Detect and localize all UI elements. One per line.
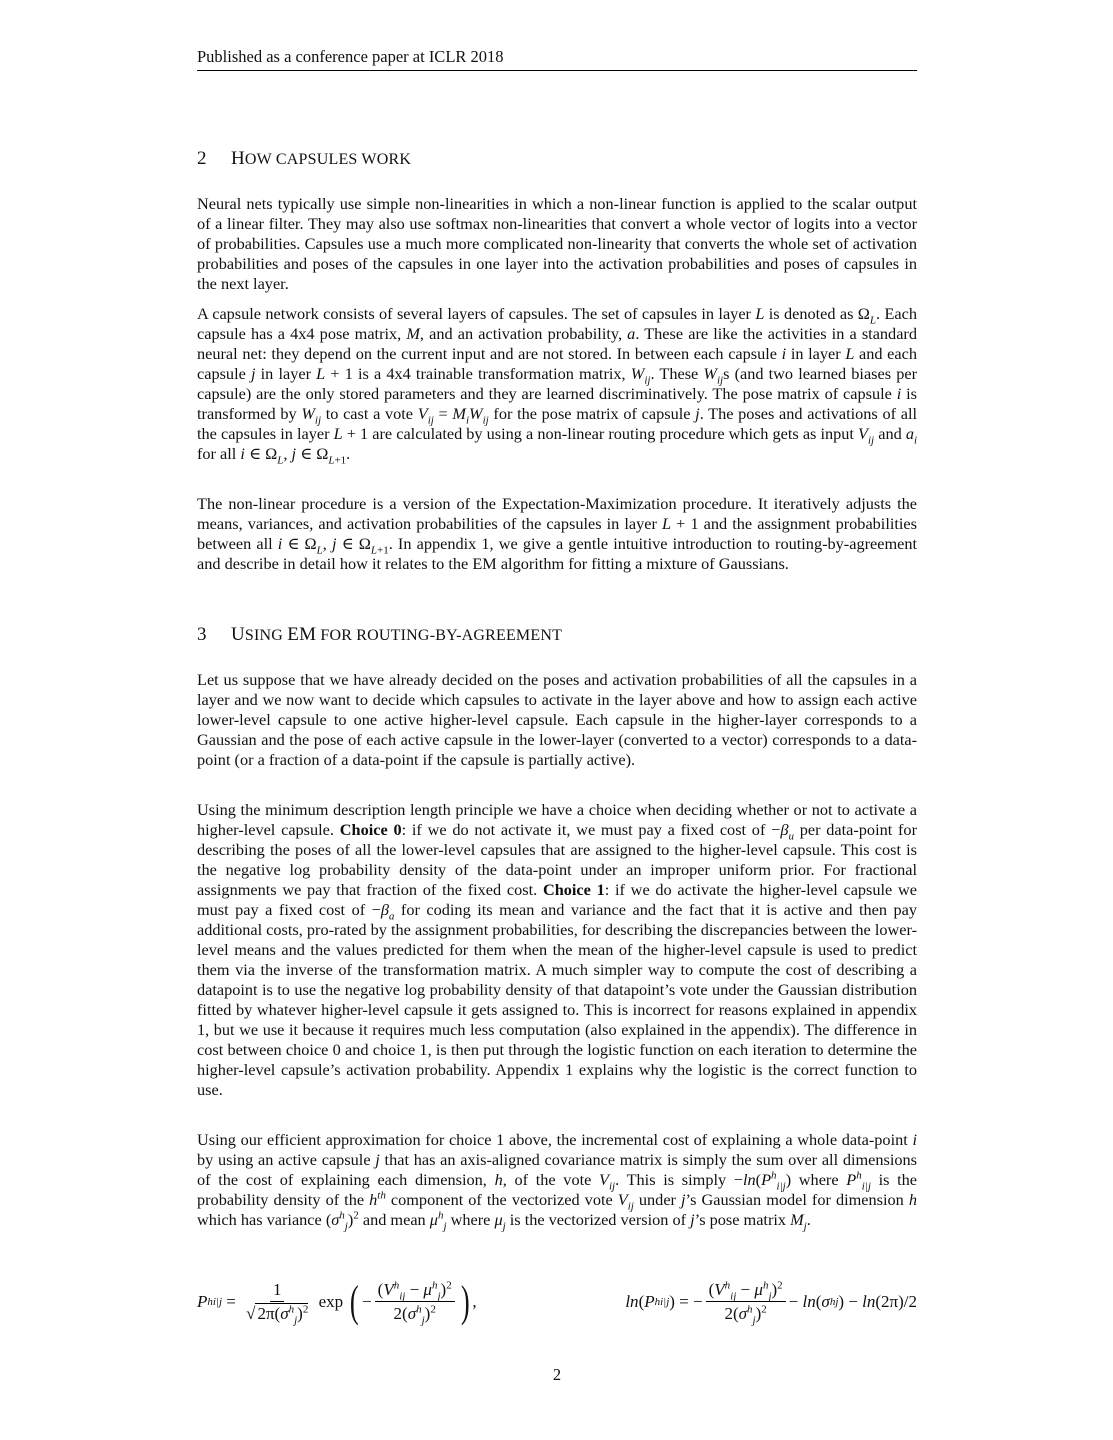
section-2-paragraph-1: Neural nets typically use simple non-linearities in which a non-linear function is applied to the scalar output of a linear filter. They may also use softmax non-linearities that convert a whole vector of logits into a vector of probabilities. Capsules use a much more complicated non-linearity that converts the whole set of activation probabilities and poses of the capsules in one layer into the activation probabilities and poses of capsules in the next layer. bbox=[197, 194, 917, 293]
section-3-paragraph-2: Using the minimum description length principle we have a choice when deciding whether or not to activate a higher-level capsule. Choice 0: if we do not activate it, we must pay a fixed cost of $-\beta_u$ per data-point for describing the poses of all the lower-level capsules that are assigned to the higher-level capsule. This cost is the negative log probability density of the data-point under an improper uniform prior. For fractional assignments we pay that fraction of the fixed cost. Choice 1: if we do activate the higher-level capsule we must pay a fixed cost of $-\beta_a$ for coding its mean and variance and the fact that it is active and then pay additional costs, pro-rated by the assignment probabilities, for describing the discrepancies between the lower-level means and the values predicted for them when the mean of the higher-level capsule is used to predict them via the inverse of the transformation matrix. A much simpler way to compute the cost of describing a datapoint is to use the negative log probability density of that datapoint’s vote under the Gaussian distribution fitted by whatever higher-level capsule it gets assigned to. This is incorrect for reasons explained in appendix 1, but we use it because it requires much less computation (also explained in the appendix). The difference in cost between choice 0 and choice 1, is then put through the logistic function on each iteration to determine the higher-level capsule’s activation probability. Appendix 1 explains why the logistic is the correct function to use. bbox=[197, 800, 917, 1099]
equation-log-density: ln ( P h i|j ) = − $\frac{(V^h_{ij} - \mu^h_j)^2}{2(\sigma^h_j)^2}$ − ln ( σ h j ) − ln (2π)/2 bbox=[625, 1278, 917, 1326]
equation-gaussian-density: P h i|j = $\frac{1}{√ 2\pi(\sigma^h_j)^2}$ exp ( − $\frac{(V^h_{ij} - \mu^h_j)^2}{2(\sigma^h_j)^2}$ ) , bbox=[197, 1277, 477, 1326]
running-header: Published as a conference paper at ICLR 2018 bbox=[197, 47, 917, 71]
equation-block bbox=[197, 1272, 917, 1332]
section-3-paragraph-3: Using our efficient approximation for choice 1 above, the incremental cost of explaining a whole data-point i by using an active capsule j that has an axis-aligned covariance matrix is simply the sum over all dimensions of the cost of explaining each dimension, h, of the vote $V_{ij}$. This is simply $-\ln(P^h_{i|j})$ where $P^h_{i|j}$ is the probability density of the $h^{th}$ component of the vectorized vote $V_{ij}$ under j’s Gaussian model for dimension h which has variance $(\sigma^h_j)^2$ and mean $\mu^h_j$ where $\mu_j$ is the vectorized version of j’s pose matrix $M_j$. bbox=[197, 1130, 918, 1233]
section-2-paragraph-2: A capsule network consists of several layers of capsules. The set of capsules in layer L is denoted as $\Omega_L$. Each capsule has a 4x4 pose matrix, M, and an activation probability, a. These are like the activities in a standard neural net: they depend on the current input and are not stored. In between each capsule i in layer L and each capsule j in layer L + 1 is a 4x4 trainable transformation matrix, $W_{ij}$. These $W_{ij}s$ (and two learned biases per capsule) are the only stored parameters and they are learned discriminatively. The pose matrix of capsule i is transformed by $W_{ij}$ to cast a vote $V_{ij} = M_iW_{ij}$ for the pose matrix of capsule j. The poses and activations of all the capsules in layer L + 1 are calculated by using a non-linear routing procedure which gets as input $V_{ij}$ and $a_i$ for all i ∈ $\Omega_L$, j ∈ $\Omega_{L+1}$. bbox=[197, 304, 918, 467]
section-2-title: 2 HOW CAPSULES WORK bbox=[197, 148, 412, 169]
page-number: 2 bbox=[552, 1365, 562, 1384]
section-3-paragraph-1: Let us suppose that we have already decided on the poses and activation probabilities of all the capsules in a layer and we now want to decide which capsules to activate in the layer above and how to assign each active lower-level capsule to one active higher-level capsule. Each capsule in the higher-layer corresponds to a Gaussian and the pose of each active capsule in the lower-layer (converted to a vector) corresponds to a data-point (or a fraction of a data-point if the capsule is partially active). bbox=[197, 670, 917, 769]
section-3-title: 3 USING EM FOR ROUTING-BY-AGREEMENT bbox=[197, 624, 563, 645]
section-2-paragraph-3: The non-linear procedure is a version of the Expectation-Maximization procedure. It iteratively adjusts the means, variances, and activation probabilities of the capsules in layer L + 1 and the assignment probabilities between all i ∈ $\Omega_L$, j ∈ $\Omega_{L+1}$. In appendix 1, we give a gentle intuitive introduction to routing-by-agreement and describe in detail how it relates to the EM algorithm for fitting a mixture of Gaussians. bbox=[197, 494, 918, 573]
section-number: 2 bbox=[197, 148, 207, 169]
section-number: 3 bbox=[197, 624, 207, 645]
